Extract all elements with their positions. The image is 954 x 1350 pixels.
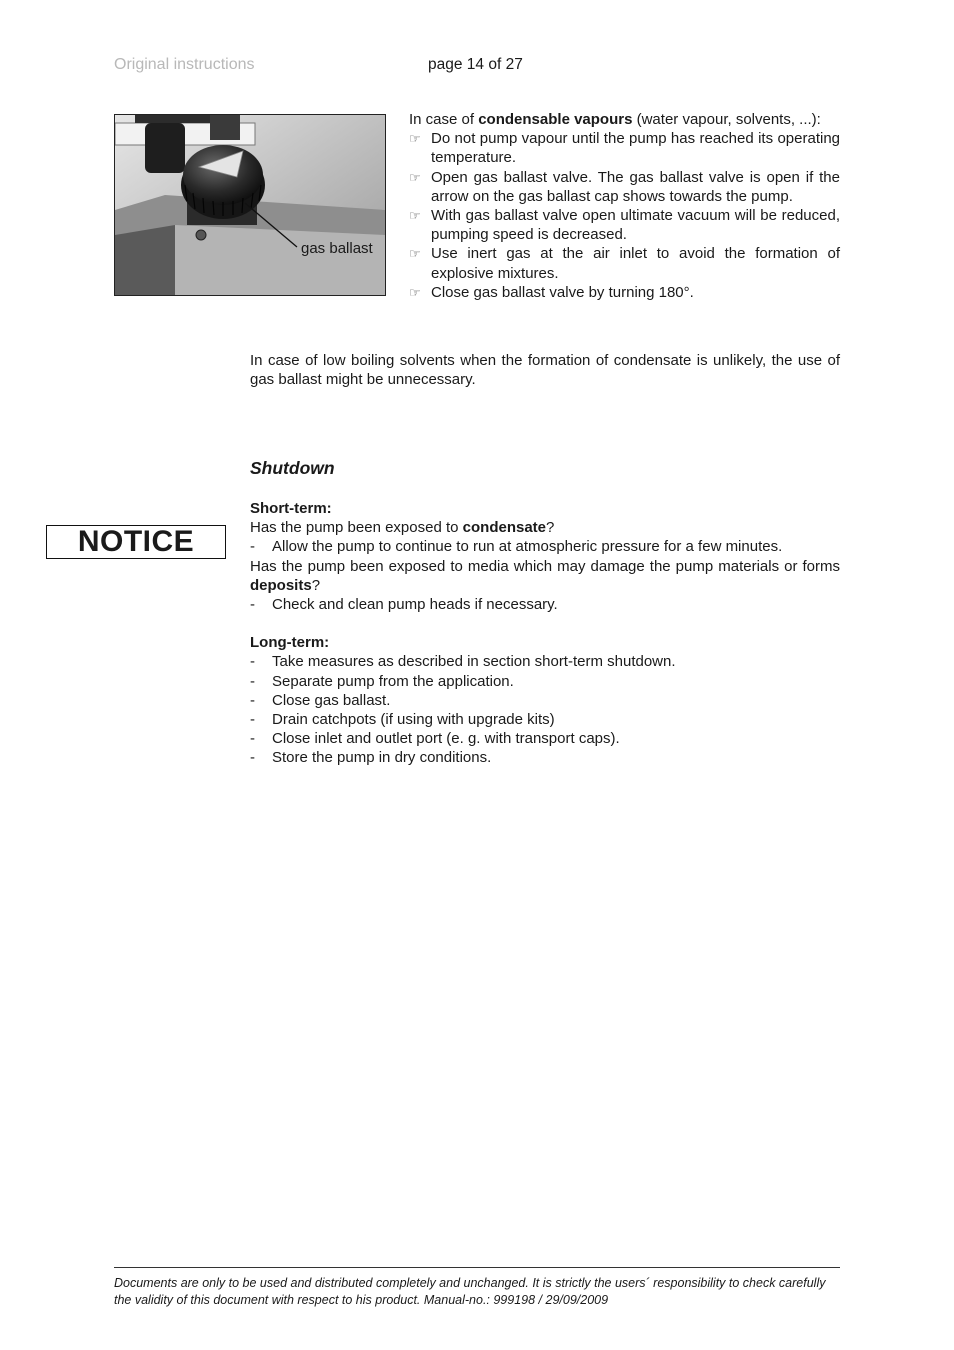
footer-line-2: the validity of this document with respect to his product. Manual-no.: 999198 / 29/09/2009 (114, 1292, 609, 1307)
intro-bold: condensable vapours (478, 111, 633, 128)
list-item (250, 652, 840, 671)
gas-ballast-photo (114, 114, 386, 296)
list-item (250, 710, 840, 729)
notice-badge: NOTICE (46, 525, 226, 559)
bullet-text: Do not pump vapour until the pump has reached its operating temperature. (431, 130, 840, 167)
list-item (250, 595, 840, 614)
dash-marker: - (250, 691, 255, 709)
list-item-text: Take measures as described in section short-term shutdown. (272, 653, 676, 671)
short-term-question-1 (250, 518, 840, 537)
list-item-text: Store the pump in dry conditions. (272, 749, 492, 767)
dash-marker: - (250, 672, 255, 690)
dash-marker: - (250, 538, 255, 556)
condensable-intro (409, 110, 840, 129)
short-term-question-2 (250, 557, 840, 595)
bullet-text: With gas ballast valve open ultimate vacuum will be reduced, pumping speed is decreased. (431, 207, 840, 244)
spacer (250, 614, 840, 633)
bullet-item (409, 206, 840, 244)
bullet-item (409, 244, 840, 282)
footer-divider (114, 1267, 840, 1268)
footer-disclaimer (114, 1275, 844, 1308)
list-item (250, 729, 840, 748)
q1-suffix: ? (546, 519, 555, 537)
pointing-hand-icon: ☞ (409, 284, 421, 300)
list-item (250, 748, 840, 767)
gas-ballast-label: gas ballast (301, 240, 373, 257)
section-title-shutdown: Shutdown (250, 458, 335, 478)
short-term-heading: Short-term: (250, 500, 332, 517)
bullet-text: Open gas ballast valve. The gas ballast valve is open if the arrow on the gas ballast cap shows towards the pump. (431, 168, 840, 205)
bullet-text: Close gas ballast valve by turning 180°. (431, 283, 694, 301)
low-boiling-note: In case of low boiling solvents when the formation of condensate is unlikely, the use of gas ballast might be unnecessary. (250, 352, 840, 389)
document-type-label: Original instructions (114, 56, 255, 73)
pointing-hand-icon: ☞ (409, 208, 421, 224)
intro-prefix: In case of (409, 111, 479, 128)
list-item-text: Allow the pump to continue to run at atmospheric pressure for a few minutes. (272, 538, 783, 556)
bullet-item (409, 129, 840, 167)
list-item-text: Check and clean pump heads if necessary. (272, 596, 558, 614)
footer-line-1: Documents are only to be used and distributed completely and unchanged. It is strictly the users´ responsibility to check carefully (114, 1276, 826, 1290)
q2-suffix: ? (311, 576, 321, 594)
q1-prefix: Has the pump been exposed to (250, 519, 463, 537)
list-item-text: Close inlet and outlet port (e. g. with transport caps). (272, 730, 620, 748)
pointing-hand-icon: ☞ (409, 169, 421, 185)
page-number: page 14 of 27 (428, 56, 523, 73)
dash-marker: - (250, 711, 255, 729)
list-item (250, 691, 840, 710)
dash-marker: - (250, 749, 255, 767)
q1-bold: condensate (462, 519, 547, 537)
intro-suffix: (water vapour, solvents, ...): (632, 111, 821, 128)
list-item-text: Separate pump from the application. (272, 672, 514, 690)
bullet-item (409, 283, 840, 302)
gas-ballast-illustration (115, 115, 385, 295)
dash-marker: - (250, 730, 255, 748)
list-item (250, 672, 840, 691)
pointing-hand-icon: ☞ (409, 131, 421, 147)
long-term-heading: Long-term: (250, 634, 330, 652)
dash-marker: - (250, 653, 255, 671)
list-item-text: Drain catchpots (if using with upgrade kits) (272, 711, 555, 729)
condensable-vapours-section (409, 110, 840, 302)
bullet-item (409, 168, 840, 206)
pointing-hand-icon: ☞ (409, 246, 421, 262)
q2-bold: deposits (250, 576, 312, 594)
shutdown-section (250, 499, 840, 768)
bullet-text: Use inert gas at the air inlet to avoid the formation of explosive mixtures. (431, 245, 840, 282)
dash-marker: - (250, 596, 255, 614)
q2-prefix: Has the pump been exposed to media which may damage the pump materials or forms (250, 557, 840, 575)
list-item (250, 537, 840, 556)
list-item-text: Close gas ballast. (272, 691, 391, 709)
